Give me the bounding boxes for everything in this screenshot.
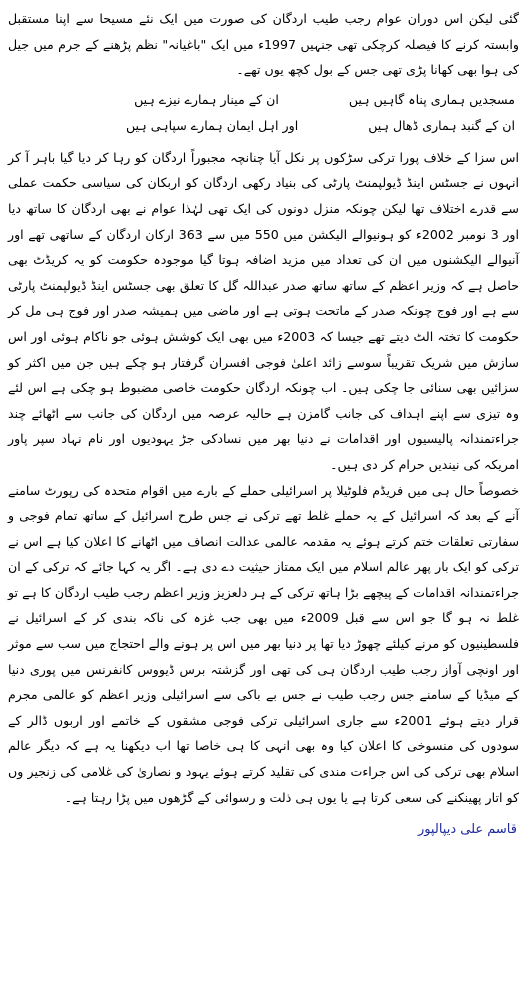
- verse-line-1: [8, 87, 519, 113]
- verse-line-2-second-half: اور اہل ایمان ہمارے سپاہی ہیں: [125, 117, 299, 133]
- paragraph-intro: گئی لیکن اس دوران عوام رجب طیب اردگان کی صورت میں ایک نئے مسیحا سے اپنا مستقبل وابستہ کرنے کا فیصلہ کرچکی تھی جنہیں 1997ء میں ایک "باغیانہ" نظم پڑھنے کے جرم میں جیل کی ہوا بھی کھانا پڑی تھی جس کے بول کچھ یوں تھے۔: [8, 11, 519, 78]
- verse-line-2-first-half: ان کے گنبد ہماری ڈھال ہیں: [368, 117, 515, 133]
- verse-line-2: [8, 113, 519, 139]
- paragraph-main: اس سزا کے خلاف پورا ترکی سڑکوں پر نکل آیا چنانچہ مجبوراً اردگان کو رہا کر دیا گیا باہر آ کر انہوں نے جسٹس اینڈ ڈیولپمنٹ پارٹی کی بنیاد رکھی اردگان کو اربکان کی سیاسی حکمت عملی سے قدرے اختلاف تھا لیکن چونکہ منزل دونوں کی ایک تھی لہٰذا عوام نے بھی اردگان کا ساتھ دیا اور 3 نومبر 2002ء کو ہونیوالے الیکشن میں 550 میں سے 363 ارکان اردگان کے ساتھی تھے اور آنیوالے الیکشنوں میں ان کی تعداد میں مزید اضافہ ہوتا گیا موجودہ حکومت کو یہ کریڈٹ بھی حاصل ہے کہ وزیر اعظم کے ساتھ ساتھ صدر عبداللہ گل کا تعلق بھی جسٹس اینڈ ڈیولپمنٹ پارٹی سے ہے اور فوج چونکہ صدر کے ماتحت ہوتی ہے اور ماضی میں ہمیشہ صدر اور فوج ہی مل کر حکومت کا تختہ الٹ دیتے تھے جیسا کہ 2003ء میں بھی ایک کوشش ہوئی جو ناکام ہوئی اور اس سازش میں شریک تقریباً سوسے زائد اعلیٰ فوجی افسران گرفتار ہو چکے ہیں جن میں اکثر کو سزائیں بھی سنائی جا چکی ہیں۔ اب چونکہ اردگان حکومت خاصی مضبوط ہو چکی ہے اس لئے وہ تیزی سے اپنے اہداف کی جانب گامزن ہے حالیہ عرصہ میں اردگان کی جانب سے اٹھائے چند جراءتمندانہ پالیسیوں اور اقدامات نے دنیا بھر میں نسادکی جڑ یہودیوں اور نام نہاد سپر پاور امریکہ کی نیندیں حرام کر دی ہیں۔: [8, 149, 520, 472]
- verse-line-1-second-half: ان کے مینار ہمارے نیزے ہیں: [134, 91, 279, 107]
- paragraph-closing: خصوصاً حال ہی میں فریڈم فلوٹیلا پر اسرائیلی حملے کے بارے میں اقوام متحدہ کی رپورٹ سامنے آنے کے بعد کہ اسرائیل کے یہ حملے غلط تھے ترکی نے جس طرح اسرائیل کے ساتھ تمام فوجی و سفارتی تعلقات ختم کرتے ہوئے یہ مقدمہ عالمی عدالت انصاف میں اٹھانے کا اعلان کیا ہے اس نے ترکی کو ایک بار پھر عالم اسلام میں ایک ممتاز حیثیت دے دی ہے۔ اگر یہ کہا جائے کہ ترکی کے ان جراءتمندانہ اقدامات کے پیچھے بڑا ہاتھ ترکی کے ہر دلعزیز وزیر اعظم رجب طیب اردگان کا ہے تو غلط نہ ہو گا جو اس سے قبل 2009ء میں بھی جب غزہ کی ناکہ بندی کر کے اسرائیل نے فلسطینیوں کو مرنے کیلئے چھوڑ دیا تھا پر دنیا بھر میں اس پر ہونے والے احتجاج میں سب سے موثر اور اونچی آواز رجب طیب اردگان ہی کی تھی اور گزشتہ برس ڈیووس کانفرنس میں پوری دنیا کے میڈیا کے سامنے جس رجب طیب نے جس بے باکی سے اسرائیلی وزیر اعظم کو عالمی مجرم قرار دیتے ہوئے 2001ء سے جاری اسرائیلی ترکی فوجی مشقوں کے خاتمے اور اربوں ڈالر کے سودوں کی منسوخی کا اعلان کیا وہ بھی انہی کا ہی خاصا تھا اب دیکھنا یہ ہے کہ دیگر عالم اسلام بھی ترکی کی اس جراءت مندی کی تقلید کرتے ہوئے یہود و نصاریٰ کی غلامی کی زنجیر وں کو اتار پھینکنے کی سعی کرتا ہے یا یوں ہی ذلت و رسوائی کے گڑھوں میں پڑا رہتا ہے۔: [8, 482, 519, 805]
- verse-line-1-first-half: مسجدیں ہماری پناہ گاہیں ہیں: [348, 91, 515, 107]
- poem-verse: [8, 87, 519, 139]
- author-signature: قاسم علی دیپالپور: [417, 822, 517, 838]
